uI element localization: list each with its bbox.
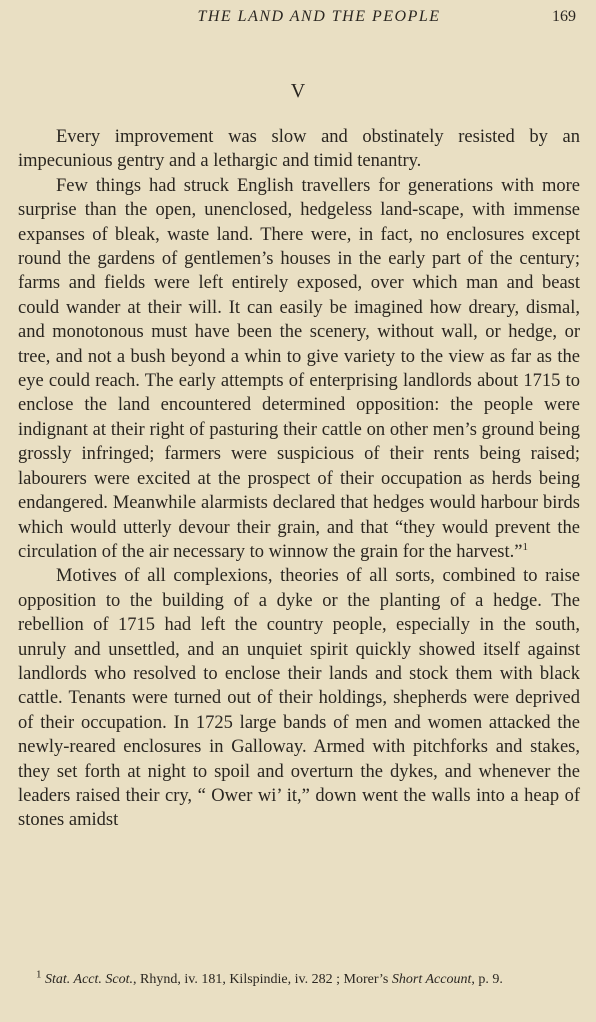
page-header [18,8,580,32]
footnote-text-2: , p. 9. [471,972,503,987]
body-text [18,125,580,833]
paragraph-2-text: Few things had struck English travellers for generations with more surprise than the open, unenclosed, hedgeless land-scape, with immense expanses of bleak, waste land. There were, in fact, no enclosures except round the gardens of gentlemen’s houses in the early part of the century; farms and fields were left entirely exposed, over which man and beast could wander at their will. It can easily be imagined how dreary, dismal, and monotonous must have been the scenery, without wall, or hedge, or tree, and not a bush beyond a whin to give variety to the view as far as the eye could reach. The early attempts of enterprising landlords about 1715 to enclose the land encountered determined opposition: the people were indignant at their right of pasturing their cattle on other men’s ground being grossly infringed; farmers were suspicious of their rents being raised; labourers were excited at the prospect of their occupation as herds being endangered. Meanwhile alarmists declared that hedges would harbour birds which would utterly devour their grain, and that “they would prevent the circulation of the air necessary to winnow the grain for the harvest.” [18,175,580,562]
footnote [18,970,580,990]
footnote-reference: 1 [522,540,528,553]
paragraph-1: Every improvement was slow and obstinately resisted by an impecunious gentry and a lethargic and timid tenantry. [18,127,580,172]
running-title: THE LAND AND THE PEOPLE [197,8,441,25]
footnote-source-2: Short Account [391,972,472,987]
paragraph-3: Motives of all complexions, theories of all sorts, combined to raise opposition to the building of a dyke or the planting of a hedge. The rebellion of 1715 had left the country people, especially in the south, unruly and unsettled, and an unquiet spirit quickly showed itself against landlords who resolved to enclose their lands and stock them with black cattle. Tenants were turned out of their holdings, shepherds were deprived of their occupation. In 1725 large bands of men and women attacked the newly-reared enclosures in Galloway. Armed with pitchforks and stakes, they set forth at night to spoil and overturn the dykes, and whenever the leaders raised their cry, “ Ower wi’ it,” down went the walls into a heap of stones amidst [18,566,580,831]
footnote-marker: 1 [36,968,42,981]
footnote-text-1: , Rhynd, iv. 181, Kilspindie, iv. 282 ; Morer’s [133,972,392,987]
chapter-marker: V [290,80,306,102]
page-number: 169 [552,8,576,25]
paragraph-2 [18,174,580,565]
footnote-source-1: Stat. Acct. Scot. [45,972,133,987]
